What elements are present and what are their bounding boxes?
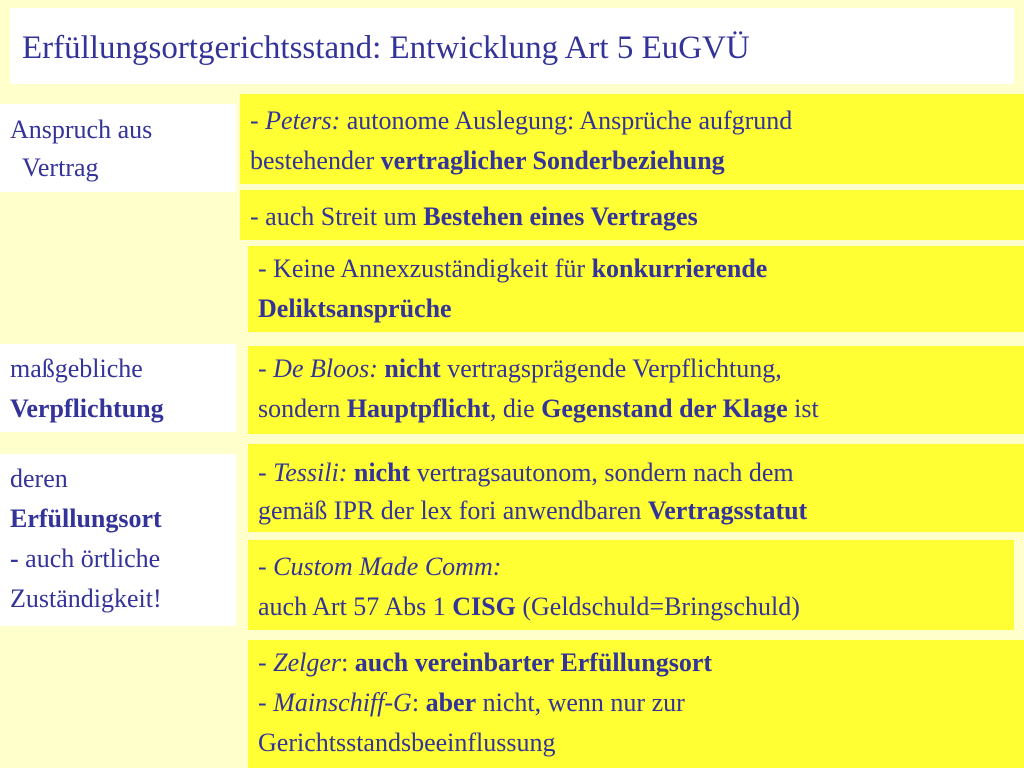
- zelger-line1: - Zelger: auch vereinbarter Erfüllungsort: [258, 648, 713, 677]
- tessili-line1: - Tessili: nicht vertragsautonom, sondern nach dem: [258, 458, 794, 487]
- erfuellungsort-line2: Erfüllungsort: [10, 504, 162, 533]
- annex-line2: Deliktsansprüche: [258, 294, 452, 323]
- box-debloos: [248, 346, 1024, 434]
- box-peters: [240, 94, 1024, 184]
- box-tessili: [248, 444, 1024, 532]
- anspruch-line1: Anspruch aus: [10, 115, 153, 144]
- peters-line2: bestehender vertraglicher Sonderbeziehung: [250, 146, 725, 175]
- debloos-line2: sondern Hauptpflicht, die Gegenstand der Klage ist: [258, 394, 819, 423]
- box-custom: [248, 540, 1014, 630]
- tessili-line2: gemäß IPR der lex fori anwendbaren Vertragsstatut: [258, 496, 808, 525]
- verpflichtung-line2: Verpflichtung: [10, 394, 164, 423]
- erfuellungsort-line3: - auch örtliche: [10, 544, 161, 573]
- annex-line1: - Keine Annexzuständigkeit für konkurrierende: [258, 254, 768, 283]
- erfuellungsort-line1: deren: [10, 464, 68, 493]
- custom-line2: auch Art 57 Abs 1 CISG (Geldschuld=Bringschuld): [258, 592, 800, 621]
- debloos-line1: - De Bloos: nicht vertragsprägende Verpflichtung,: [258, 354, 782, 383]
- left-box-verpflichtung: [0, 344, 236, 432]
- page-title: Erfüllungsortgerichtsstand: Entwicklung Art 5 EuGVÜ: [22, 30, 750, 66]
- erfuellungsort-line4: Zuständigkeit!: [10, 584, 162, 613]
- left-box-anspruch: [0, 104, 236, 192]
- streit-line: - auch Streit um Bestehen eines Vertrages: [250, 202, 698, 231]
- box-annex: [248, 246, 1024, 332]
- peters-line1: - Peters: autonome Auslegung: Ansprüche aufgrund: [250, 106, 793, 135]
- zelger-line3: Gerichtsstandsbeeinflussung: [258, 728, 556, 757]
- custom-line1: - Custom Made Comm:: [258, 552, 502, 581]
- left-box-erfuellungsort: [0, 454, 236, 626]
- title-box: [10, 8, 1014, 84]
- anspruch-line2: Vertrag: [22, 153, 99, 182]
- box-streit: [240, 190, 1024, 240]
- verpflichtung-line1: maßgebliche: [10, 354, 143, 383]
- box-zelger: [248, 640, 1024, 768]
- zelger-line2: - Mainschiff-G: aber nicht, wenn nur zur: [258, 688, 685, 717]
